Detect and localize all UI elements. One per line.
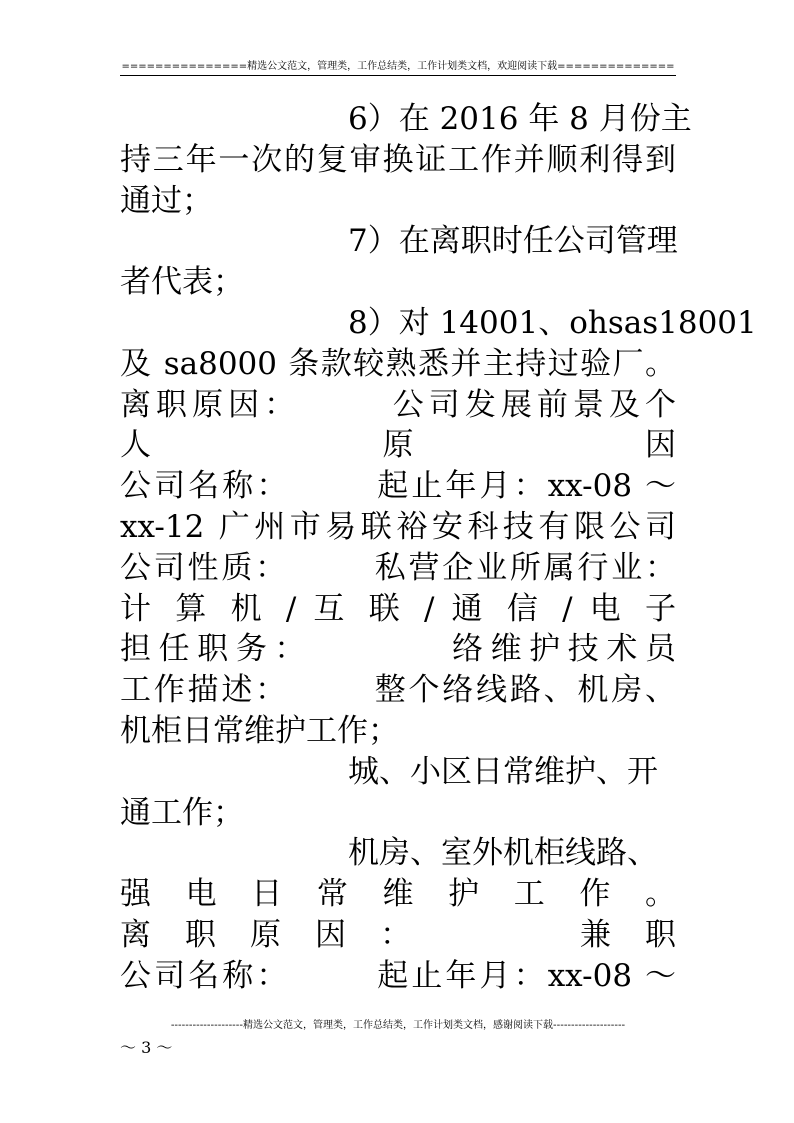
text-line: 离职原因： 公司发展前景及个: [120, 386, 676, 423]
text-line: 公司性质： 私营企业所属行业：: [120, 549, 676, 586]
page-header: ===============精选公文范文，管理类，工作总结类，工作计划类文档，欢迎阅读下载==============: [121, 61, 675, 72]
text-line: 工作描述： 整个络线路、机房、: [120, 672, 676, 709]
text-line: 6）在 2016 年 8 月份主: [348, 101, 692, 137]
text-line: 机柜日常维护工作；: [120, 712, 399, 749]
text-line: 公司名称： 起止年月：xx-08 ～: [120, 957, 676, 994]
text-line: 8）对 14001、ohsas18001: [348, 304, 757, 341]
page-number: ～ 3 ～: [120, 1038, 173, 1057]
text-line: 机房、室外机柜线路、: [348, 835, 658, 872]
text-line: 城、小区日常维护、开: [348, 753, 658, 790]
text-line: 公司名称： 起止年月：xx-08 ～: [120, 468, 676, 505]
text-line: 者代表；: [120, 264, 244, 301]
document-body: [120, 99, 757, 997]
text-line: 持三年一次的复审换证工作并顺利得到: [120, 141, 676, 178]
text-line: 计 算 机 / 互 联 / 通 信 / 电 子: [120, 590, 676, 627]
text-line: 通工作；: [120, 794, 244, 831]
text-line: 人 原 因: [120, 427, 676, 464]
text-line: 7）在离职时任公司管理: [348, 223, 678, 260]
text-line: 担任职务： 络维护技术员: [120, 631, 676, 668]
text-line: 强 电 日 常 维 护 工 作 。: [120, 876, 676, 913]
text-line: 离 职 原 因 ： 兼 职: [120, 916, 676, 953]
text-line: 通过；: [120, 182, 213, 219]
text-line: 及 sa8000 条款较熟悉并主持过验厂。: [120, 345, 676, 382]
page-footer: --------------------精选公文范文，管理类，工作总结类，工作计划类文档，感谢阅读下载--------------------: [170, 1020, 626, 1031]
text-line: xx-12 广州市易联裕安科技有限公司: [120, 508, 676, 545]
header-rule: [120, 75, 676, 76]
